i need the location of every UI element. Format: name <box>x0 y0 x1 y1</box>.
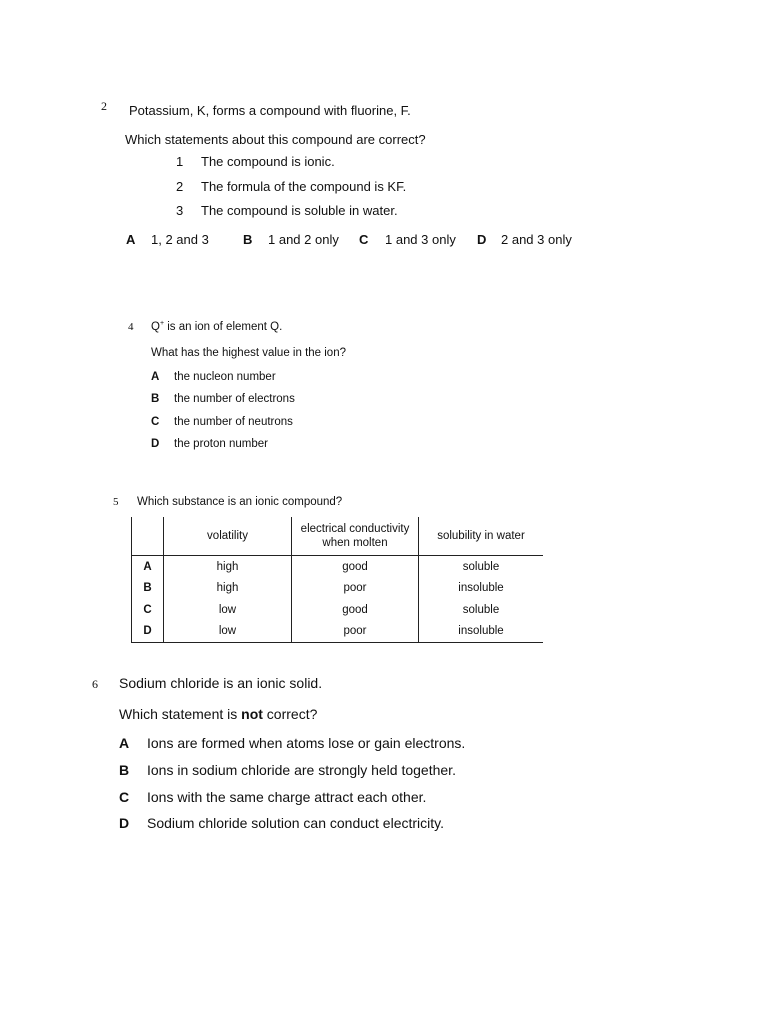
conductivity-header-line1: electrical conductivity <box>300 523 410 535</box>
q2-option-a-letter: A <box>126 232 136 247</box>
q2-option-d-letter: D <box>477 232 487 247</box>
question-4-stem <box>151 320 282 333</box>
q4-option-b-letter: B <box>151 393 160 405</box>
q6-option-c-text: Ions with the same charge attract each other. <box>147 789 427 805</box>
q4-option-d-letter: D <box>151 438 160 450</box>
solubility-cell: soluble <box>462 560 500 573</box>
table-header-conductivity <box>292 517 419 556</box>
volatility-cell: high <box>164 578 292 600</box>
table-row <box>132 621 544 643</box>
conductivity-cell: good <box>292 599 419 621</box>
statement-2-text: The formula of the compound is KF. <box>201 179 407 194</box>
question-6-emphasis: not <box>241 706 263 722</box>
row-letter: A <box>132 556 164 578</box>
properties-table <box>131 517 543 643</box>
q4-option-a-text: the nucleon number <box>174 371 276 383</box>
q6-option-a-text: Ions are formed when atoms lose or gain electrons. <box>147 735 466 751</box>
q2-option-b-letter: B <box>243 232 253 247</box>
solubility-cell: soluble <box>462 603 500 616</box>
question-2-stem: Potassium, K, forms a compound with fluorine, F. <box>129 103 411 118</box>
question-2-number: 2 <box>101 99 107 113</box>
q6-option-b-text: Ions in sodium chloride are strongly held together. <box>147 762 456 778</box>
statement-2-number: 2 <box>176 179 184 194</box>
solubility-cell: insoluble <box>458 582 504 595</box>
statement-1-text: The compound is ionic. <box>201 154 335 169</box>
q4-option-a-letter: A <box>151 371 160 383</box>
q6-option-d-text: Sodium chloride solution can conduct electricity. <box>147 815 445 831</box>
volatility-cell: low <box>164 599 292 621</box>
question-6-stem: Sodium chloride is an ionic solid. <box>119 675 323 691</box>
table-header-letter <box>132 517 164 556</box>
question-5-number: 5 <box>113 496 119 508</box>
question-4-prompt: What has the highest value in the ion? <box>151 347 346 359</box>
q4-option-c-letter: C <box>151 416 160 428</box>
question-6-prompt <box>119 706 317 722</box>
q6-option-b-letter: B <box>119 762 130 778</box>
ion-symbol: Q <box>151 320 160 333</box>
q2-option-a-text: 1, 2 and 3 <box>151 232 209 247</box>
conductivity-cell: poor <box>292 621 419 643</box>
ion-charge: + <box>159 320 165 327</box>
statement-1-number: 1 <box>176 154 184 169</box>
solubility-cell: insoluble <box>419 621 544 643</box>
table-header-volatility: volatility <box>164 517 292 556</box>
table-row <box>132 556 544 578</box>
conductivity-header-line2: when molten <box>322 537 388 549</box>
question-4-number: 4 <box>128 321 134 333</box>
q6-option-a-letter: A <box>119 735 130 751</box>
volatility-cell: high <box>164 556 292 578</box>
q2-option-c-letter: C <box>359 232 369 247</box>
q4-option-d-text: the proton number <box>174 438 268 450</box>
question-6-number: 6 <box>92 677 98 691</box>
question-6-prompt-start: Which statement is <box>119 706 242 722</box>
question-6-prompt-end: correct? <box>262 706 318 722</box>
table-header-solubility: solubility in water <box>419 517 544 556</box>
table-row <box>132 599 544 621</box>
question-2-prompt: Which statements about this compound are correct? <box>125 132 426 147</box>
row-letter: D <box>132 621 164 643</box>
statement-3-text: The compound is soluble in water. <box>201 203 398 218</box>
volatility-cell: low <box>164 621 292 643</box>
table-header-row <box>132 517 544 556</box>
q4-option-b-text: the number of electrons <box>174 393 295 405</box>
q6-option-c-letter: C <box>119 789 130 805</box>
conductivity-cell: poor <box>292 578 419 600</box>
q6-option-d-letter: D <box>119 815 130 831</box>
q2-option-c-text: 1 and 3 only <box>385 232 456 247</box>
row-letter: C <box>132 599 164 621</box>
q2-option-d-text: 2 and 3 only <box>501 232 572 247</box>
q4-option-c-text: the number of neutrons <box>174 416 293 428</box>
q2-option-b-text: 1 and 2 only <box>268 232 339 247</box>
question-4-stem-rest: is an ion of element Q. <box>164 320 283 333</box>
row-letter: B <box>132 578 164 600</box>
statement-3-number: 3 <box>176 203 184 218</box>
table-row <box>132 578 544 600</box>
conductivity-cell: good <box>292 556 419 578</box>
question-5-prompt: Which substance is an ionic compound? <box>137 496 343 508</box>
